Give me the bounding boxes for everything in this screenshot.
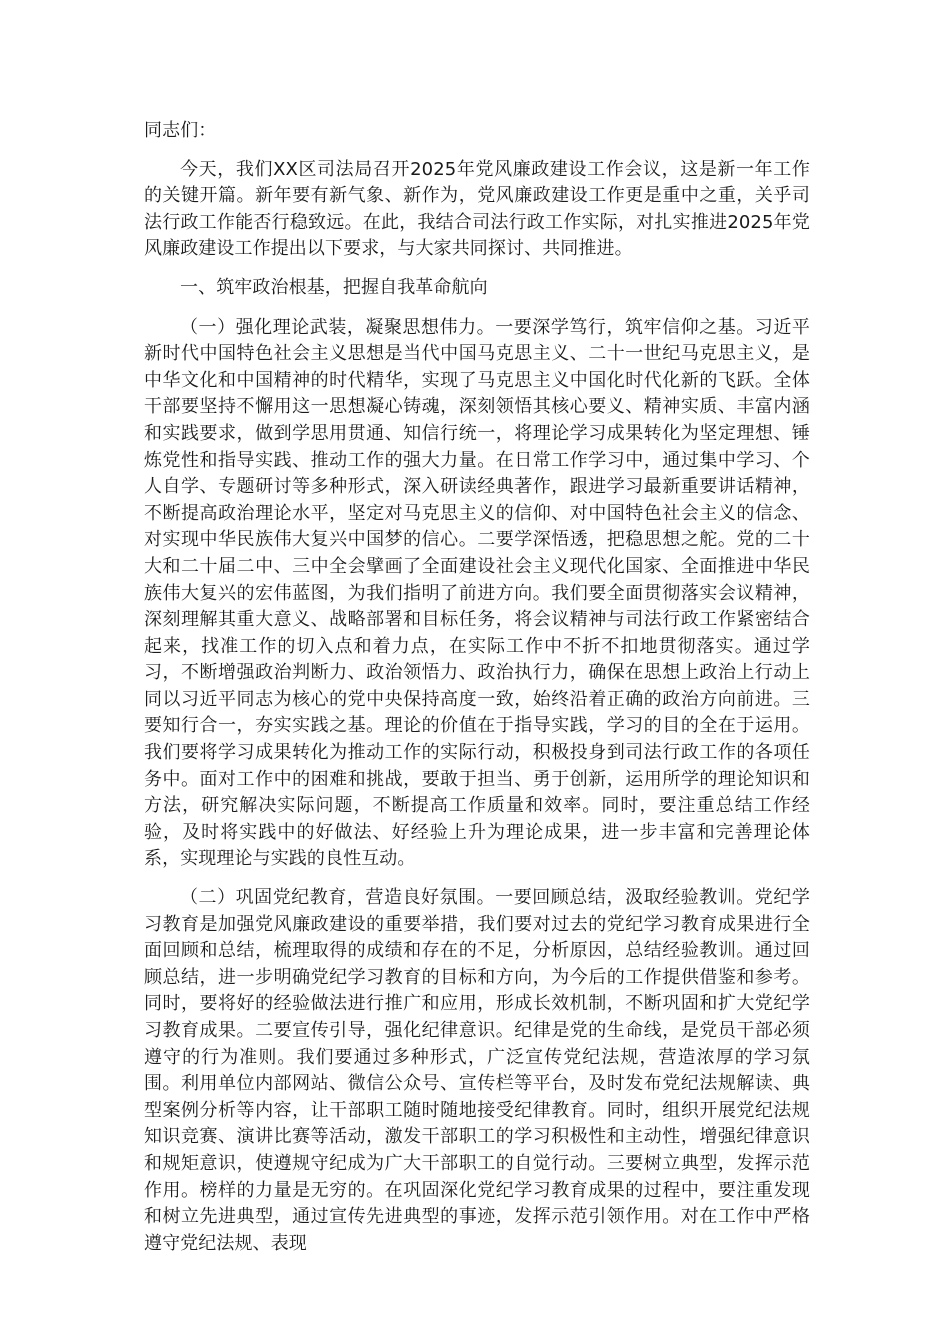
intro-paragraph: 今天，我们XX区司法局召开2025年党风廉政建设工作会议，这是新一年工作的关键开篇。新年要有新气象、新作为，党风廉政建设工作更是重中之重，关乎司法行政工作能否行稳致远。在此，我结合司法行政工作实际，对扎实推进2025年党风廉政建设工作提出以下要求，与大家共同探讨、共同推进。 xyxy=(144,158,810,260)
subsection-paragraph-2: （二）巩固党纪教育，营造良好氛围。一要回顾总结，汲取经验教训。党纪学习教育是加强党风廉政建设的重要举措，我们要对过去的党纪学习教育成果进行全面回顾和总结，梳理取得的成绩和存在的不足，分析原因，总结经验教训。通过回顾总结，进一步明确党纪学习教育的目标和方向，为今后的工作提供借鉴和参考。同时，要将好的经验做法进行推广和应用，形成长效机制，不断巩固和扩大党纪学习教育成果。二要宣传引导，强化纪律意识。纪律是党的生命线，是党员干部必须遵守的行为准则。我们要通过多种形式，广泛宣传党纪法规，营造浓厚的学习氛围。利用单位内部网站、微信公众号、宣传栏等平台，及时发布党纪法规解读、典型案例分析等内容，让干部职工随时随地接受纪律教育。同时，组织开展党纪法规知识竞赛、演讲比赛等活动，激发干部职工的学习积极性和主动性，增强纪律意识和规矩意识，使遵规守纪成为广大干部职工的自觉行动。三要树立典型，发挥示范作用。榜样的力量是无穷的。在巩固深化党纪学习教育成果的过程中，要注重发现和树立先进典型，通过宣传先进典型的事迹，发挥示范引领作用。对在工作中严格遵守党纪法规、表现 xyxy=(144,887,810,1254)
section-heading-1: 一、筑牢政治根基，把握自我革命航向 xyxy=(180,276,488,298)
document-page xyxy=(144,118,810,1257)
salutation: 同志们： xyxy=(144,120,217,141)
subsection-paragraph-1: （一）强化理论武装，凝聚思想伟力。一要深学笃行，筑牢信仰之基。习近平新时代中国特色社会主义思想是当代中国马克思主义、二十一世纪马克思主义，是中华文化和中国精神的时代精华，实现了马克思主义中国化时代化新的飞跃。全体干部要坚持不懈用这一思想凝心铸魂，深刻领悟其核心要义、精神实质、丰富内涵和实践要求，做到学思用贯通、知信行统一，将理论学习成果转化为坚定理想、锤炼党性和指导实践、推动工作的强大力量。在日常工作学习中，通过集中学习、个人自学、专题研讨等多种形式，深入研读经典著作，跟进学习最新重要讲话精神，不断提高政治理论水平，坚定对马克思主义的信仰、对中国特色社会主义的信念、对实现中华民族伟大复兴中国梦的信心。二要学深悟透，把稳思想之舵。党的二十大和二十届二中、三中全会擘画了全面建设社会主义现代化国家、全面推进中华民族伟大复兴的宏伟蓝图，为我们指明了前进方向。我们要全面贯彻落实会议精神，深刻理解其重大意义、战略部署和目标任务，将会议精神与司法行政工作紧密结合起来，找准工作的切入点和着力点，在实际工作中不折不扣地贯彻落实。通过学习，不断增强政治判断力、政治领悟力、政治执行力，确保在思想上政治上行动上同以习近平同志为核心的党中央保持高度一致，始终沿着正确的政治方向前进。三要知行合一，夯实实践之基。理论的价值在于指导实践，学习的目的全在于运用。我们要将学习成果转化为推动工作的实际行动，积极投身到司法行政工作的各项任务中。面对工作中的困难和挑战，要敢于担当、勇于创新，运用所学的理论知识和方法，研究解决实际问题，不断提高工作质量和效率。同时，要注重总结工作经验，及时将实践中的好做法、好经验上升为理论成果，进一步丰富和完善理论体系，实现理论与实践的良性互动。 xyxy=(144,316,810,870)
